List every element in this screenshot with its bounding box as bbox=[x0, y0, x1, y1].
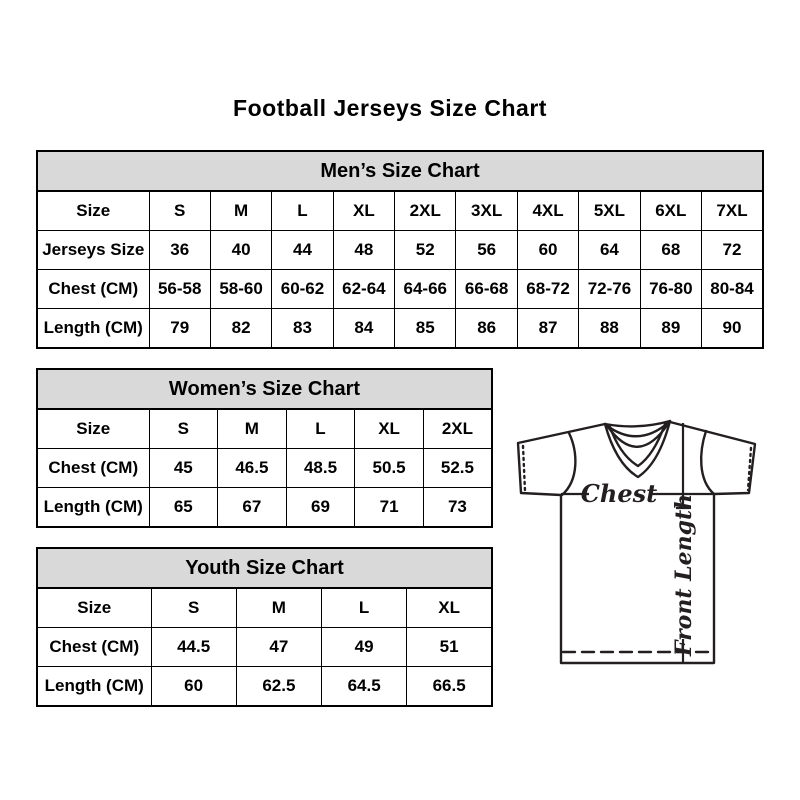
value-cell: 82 bbox=[210, 309, 271, 349]
value-cell: 44 bbox=[272, 231, 333, 270]
value-cell: 68-72 bbox=[517, 270, 578, 309]
value-cell: 79 bbox=[149, 309, 210, 349]
value-cell: 71 bbox=[355, 488, 424, 528]
row-label-cell: Length (CM) bbox=[37, 488, 149, 528]
row-label-cell: Size bbox=[37, 191, 149, 231]
value-cell: 56-58 bbox=[149, 270, 210, 309]
value-cell: 64-66 bbox=[395, 270, 456, 309]
youth-table-title-row bbox=[37, 548, 492, 588]
front-length-label: Front Length bbox=[671, 493, 697, 657]
value-cell: XL bbox=[407, 588, 492, 628]
value-cell: 89 bbox=[640, 309, 701, 349]
value-cell: 60 bbox=[517, 231, 578, 270]
value-cell: 46.5 bbox=[218, 449, 287, 488]
value-cell: 48 bbox=[333, 231, 394, 270]
womens-size-table bbox=[36, 368, 493, 528]
value-cell: 48.5 bbox=[286, 449, 355, 488]
jersey-measurement-diagram bbox=[498, 415, 770, 670]
value-cell: XL bbox=[355, 409, 424, 449]
table-row bbox=[37, 449, 492, 488]
value-cell: L bbox=[322, 588, 407, 628]
value-cell: 52 bbox=[395, 231, 456, 270]
value-cell: 52.5 bbox=[423, 449, 492, 488]
value-cell: 40 bbox=[210, 231, 271, 270]
value-cell: 66.5 bbox=[407, 667, 492, 707]
collar-top-arc bbox=[605, 421, 670, 426]
value-cell: 36 bbox=[149, 231, 210, 270]
value-cell: 45 bbox=[149, 449, 218, 488]
value-cell: S bbox=[149, 409, 218, 449]
row-label-cell: Size bbox=[37, 409, 149, 449]
value-cell: 5XL bbox=[579, 191, 640, 231]
value-cell: 68 bbox=[640, 231, 701, 270]
value-cell: 47 bbox=[236, 628, 321, 667]
value-cell: M bbox=[218, 409, 287, 449]
value-cell: 6XL bbox=[640, 191, 701, 231]
jersey-left-armhole-seam bbox=[562, 433, 575, 495]
value-cell: 67 bbox=[218, 488, 287, 528]
row-label-cell: Length (CM) bbox=[37, 309, 149, 349]
value-cell: 64.5 bbox=[322, 667, 407, 707]
mens-table-title-row bbox=[37, 151, 763, 191]
value-cell: 73 bbox=[423, 488, 492, 528]
value-cell: XL bbox=[333, 191, 394, 231]
table-row bbox=[37, 588, 492, 628]
value-cell: S bbox=[149, 191, 210, 231]
row-label-cell: Jerseys Size bbox=[37, 231, 149, 270]
value-cell: 3XL bbox=[456, 191, 517, 231]
page-title: Football Jerseys Size Chart bbox=[233, 95, 547, 121]
value-cell: 62-64 bbox=[333, 270, 394, 309]
value-cell: 65 bbox=[149, 488, 218, 528]
value-cell: 80-84 bbox=[702, 270, 763, 309]
youth-table-body bbox=[37, 588, 492, 706]
value-cell: 4XL bbox=[517, 191, 578, 231]
table-row bbox=[37, 628, 492, 667]
row-label-cell: Chest (CM) bbox=[37, 449, 149, 488]
womens-table-body bbox=[37, 409, 492, 527]
jersey-right-armhole-seam bbox=[701, 431, 714, 494]
value-cell: M bbox=[210, 191, 271, 231]
row-label-cell: Chest (CM) bbox=[37, 628, 151, 667]
value-cell: 44.5 bbox=[151, 628, 236, 667]
value-cell: 88 bbox=[579, 309, 640, 349]
womens-table-title-row bbox=[37, 369, 492, 409]
left-sleeve-stitch-line bbox=[523, 446, 525, 491]
value-cell: 86 bbox=[456, 309, 517, 349]
value-cell: S bbox=[151, 588, 236, 628]
value-cell: 72 bbox=[702, 231, 763, 270]
table-row bbox=[37, 309, 763, 349]
row-label-cell: Length (CM) bbox=[37, 667, 151, 707]
mens-table-body bbox=[37, 191, 763, 348]
row-label-cell: Chest (CM) bbox=[37, 270, 149, 309]
table-row bbox=[37, 488, 492, 528]
value-cell: 85 bbox=[395, 309, 456, 349]
value-cell: M bbox=[236, 588, 321, 628]
table-row bbox=[37, 409, 492, 449]
value-cell: L bbox=[286, 409, 355, 449]
value-cell: 50.5 bbox=[355, 449, 424, 488]
value-cell: 69 bbox=[286, 488, 355, 528]
value-cell: 76-80 bbox=[640, 270, 701, 309]
value-cell: 62.5 bbox=[236, 667, 321, 707]
value-cell: 56 bbox=[456, 231, 517, 270]
mens-table-title: Men’s Size Chart bbox=[37, 151, 763, 191]
mens-size-table bbox=[36, 150, 764, 349]
youth-size-table bbox=[36, 547, 493, 707]
value-cell: 64 bbox=[579, 231, 640, 270]
value-cell: 51 bbox=[407, 628, 492, 667]
row-label-cell: Size bbox=[37, 588, 151, 628]
table-row bbox=[37, 231, 763, 270]
value-cell: L bbox=[272, 191, 333, 231]
value-cell: 2XL bbox=[395, 191, 456, 231]
table-row bbox=[37, 667, 492, 707]
value-cell: 49 bbox=[322, 628, 407, 667]
value-cell: 90 bbox=[702, 309, 763, 349]
value-cell: 7XL bbox=[702, 191, 763, 231]
value-cell: 72-76 bbox=[579, 270, 640, 309]
value-cell: 58-60 bbox=[210, 270, 271, 309]
value-cell: 60-62 bbox=[272, 270, 333, 309]
womens-table-title: Women’s Size Chart bbox=[37, 369, 492, 409]
value-cell: 2XL bbox=[423, 409, 492, 449]
table-row bbox=[37, 270, 763, 309]
value-cell: 66-68 bbox=[456, 270, 517, 309]
value-cell: 60 bbox=[151, 667, 236, 707]
chest-label: Chest bbox=[580, 479, 658, 508]
table-row bbox=[37, 191, 763, 231]
value-cell: 83 bbox=[272, 309, 333, 349]
value-cell: 87 bbox=[517, 309, 578, 349]
value-cell: 84 bbox=[333, 309, 394, 349]
youth-table-title: Youth Size Chart bbox=[37, 548, 492, 588]
